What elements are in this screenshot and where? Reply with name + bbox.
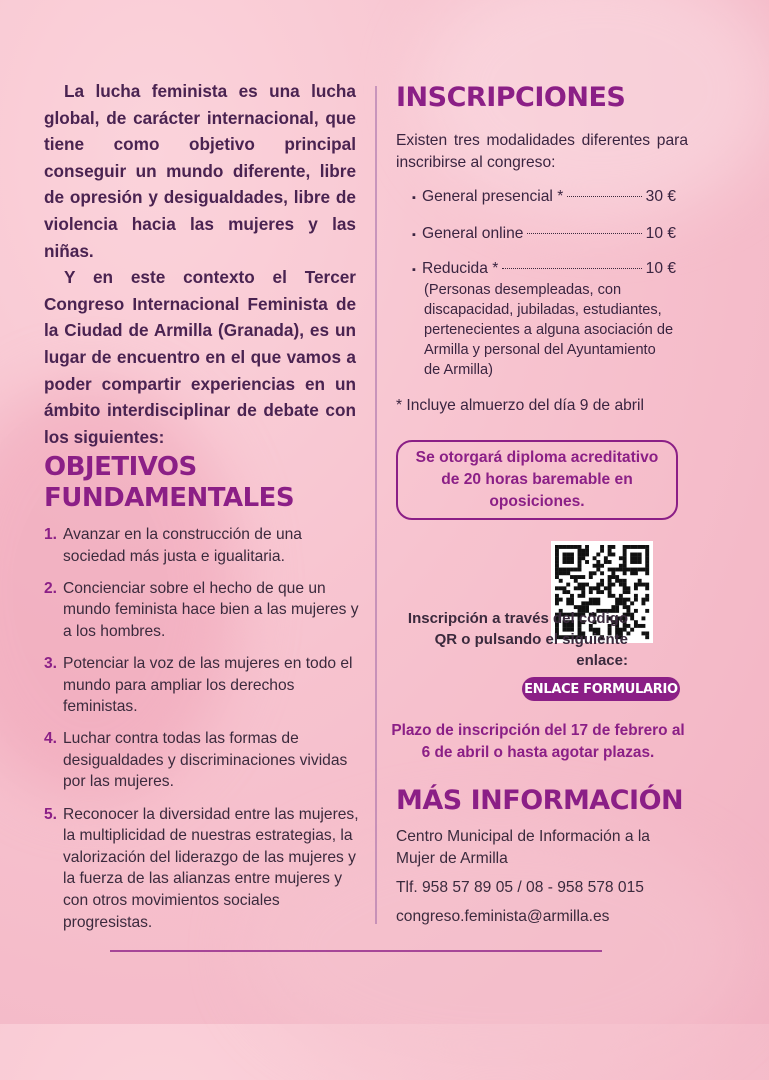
info-phone: Tlf. 958 57 89 05 / 08 - 958 578 015	[396, 879, 644, 896]
dot-leader	[567, 196, 641, 197]
objective-text: Concienciar sobre el hecho de que un mundo feminista hace bien a las mujeres y a los hombres.	[63, 579, 359, 640]
intro-section	[44, 78, 356, 450]
intro-paragraph-2: Y en este contexto el Tercer Congreso Internacional Feminista de la Ciudad de Armilla (Granada), es un lugar de encuentro en el que vamos a poder compartir experiencias en un ámbito interdisciplinar de debate con los siguientes:	[44, 267, 356, 447]
objective-number: 2.	[44, 579, 58, 597]
info-email-link[interactable]: congreso.feminista@armilla.es	[396, 908, 610, 925]
option-price: 10 €	[645, 225, 676, 242]
objective-number: 4.	[44, 730, 58, 748]
bottom-divider	[110, 950, 602, 952]
bullet-icon: ▪	[412, 229, 416, 241]
dot-leader	[527, 233, 641, 234]
objectives-title	[44, 452, 344, 514]
diploma-text: Se otorgará diploma acreditativo de 20 horas baremable en oposiciones.	[415, 449, 659, 510]
registration-option-reducida	[412, 260, 676, 380]
diploma-notice	[396, 440, 678, 520]
objectives-title-line2: FUNDAMENTALES	[44, 483, 295, 513]
registration-option-general-online	[412, 225, 676, 243]
registration-deadline: Plazo de inscripción del 17 de febrero al 6 de abril o hasta agotar plazas.	[391, 722, 685, 761]
option-label: General online	[422, 225, 524, 242]
option-price: 10 €	[645, 260, 676, 277]
column-divider	[375, 86, 377, 924]
registration-intro: Existen tres modalidades diferentes para inscribirse al congreso:	[396, 132, 688, 171]
objective-number: 5.	[44, 805, 58, 823]
qr-instructions: Inscripción a través del código QR o pulsando el siguiente enlace:	[407, 610, 628, 669]
objectives-list	[44, 524, 364, 944]
registration-title: INSCRIPCIONES	[396, 82, 626, 113]
bullet-icon: ▪	[412, 192, 416, 204]
objective-item	[44, 728, 364, 793]
dot-leader	[502, 268, 641, 269]
objectives-title-line1: OBJETIVOS	[44, 452, 197, 482]
option-note: (Personas desempleadas, con discapacidad, jubiladas, estudiantes, pertenecientes a alguna asociación de Armilla y personal del Ayuntamiento de Armilla)	[424, 282, 674, 378]
objective-number: 1.	[44, 526, 58, 543]
intro-paragraph-1: La lucha feminista es una lucha global, de carácter internacional, que tiene como objetivo principal conseguir un mundo diferente, libre de opresión y desigualdades, libre de violencia hacia las mujeres y las niñas.	[44, 81, 356, 261]
registration-option-general-presencial	[412, 188, 676, 206]
bullet-icon: ▪	[412, 264, 416, 276]
objective-item	[44, 578, 364, 643]
lunch-footnote: * Incluye almuerzo del día 9 de abril	[396, 397, 644, 414]
objective-item	[44, 804, 364, 934]
objective-text: Luchar contra todas las formas de desigualdades y discriminaciones vividas por las mujeres.	[63, 730, 348, 791]
objective-number: 3.	[44, 654, 58, 672]
option-label: General presencial *	[422, 188, 564, 205]
option-label: Reducida *	[422, 260, 499, 277]
objective-item	[44, 524, 364, 567]
more-info-title: MÁS INFORMACIÓN	[396, 785, 684, 816]
option-price: 30 €	[645, 188, 676, 205]
form-link-button[interactable]: ENLACE FORMULARIO	[522, 677, 680, 701]
objective-text: Potenciar la voz de las mujeres en todo el mundo para ampliar los derechos feministas.	[63, 654, 353, 716]
objective-text: Avanzar en la construcción de una sociedad más justa e igualitaria.	[63, 526, 302, 565]
objective-text: Reconocer la diversidad entre las mujeres, la multiplicidad de nuestras estrategias, la valorización del liderazgo de las mujeres y la fuerza de las alianzas entre mujeres y con otros movimientos sociales progresistas.	[63, 805, 359, 931]
info-center-name: Centro Municipal de Información a la Mujer de Armilla	[396, 828, 650, 867]
objective-item	[44, 653, 364, 718]
